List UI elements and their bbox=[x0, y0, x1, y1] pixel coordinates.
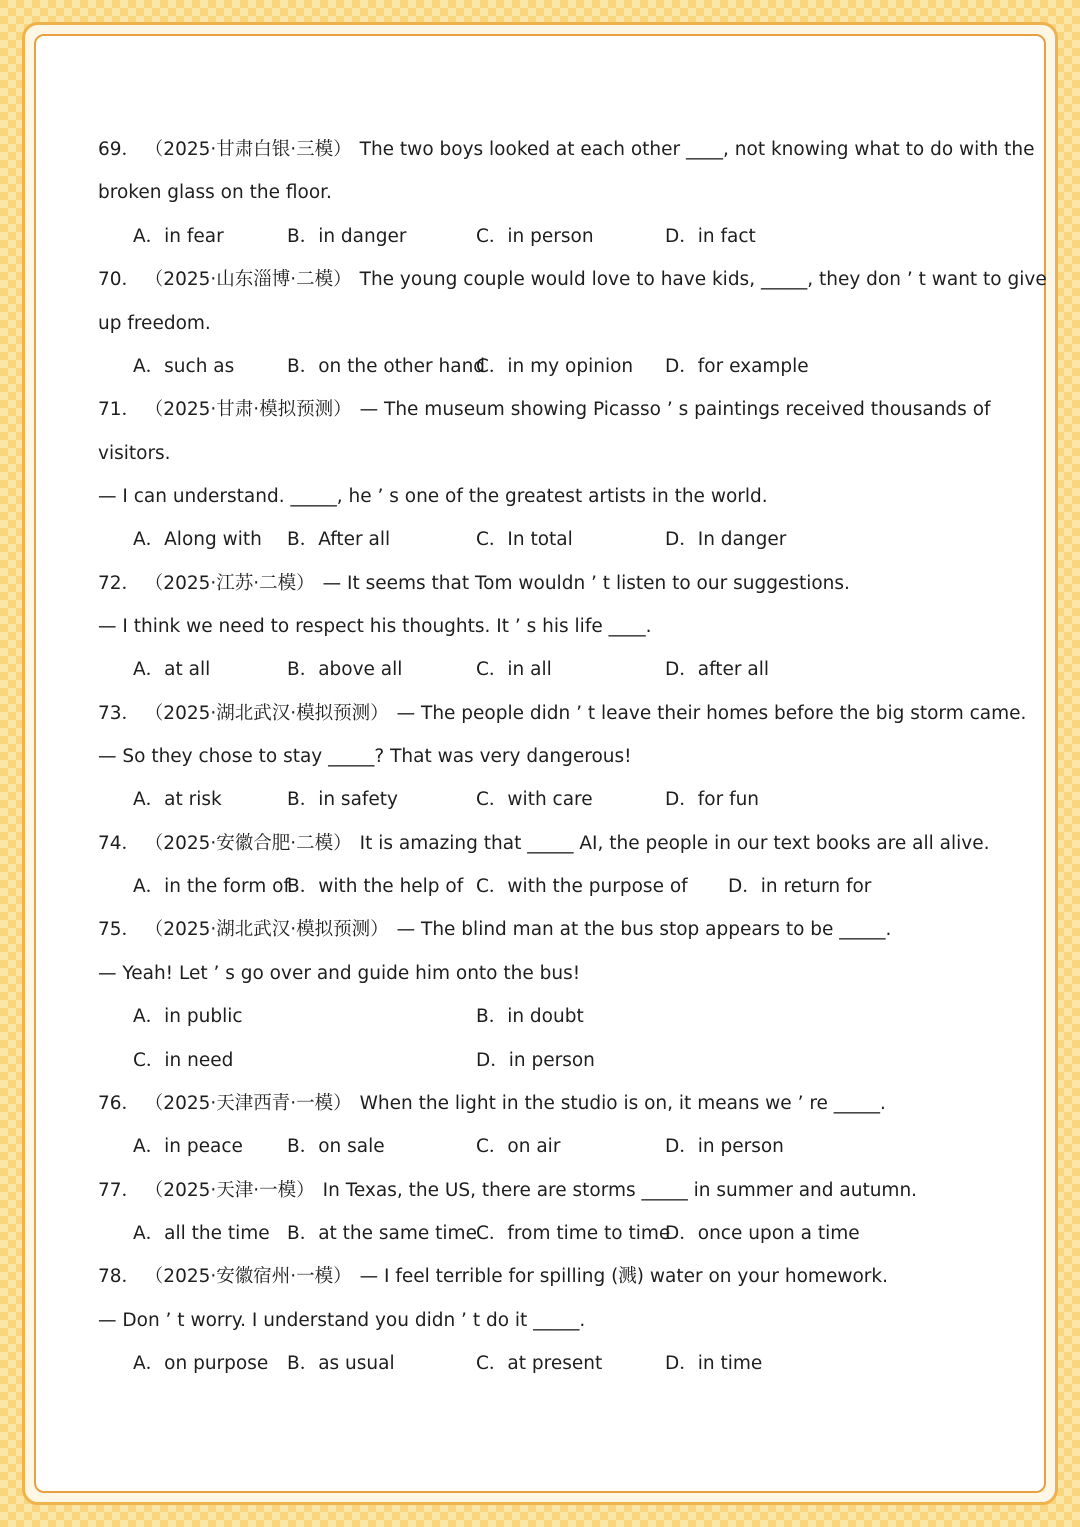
question-74-stem: 74． （2025·安徽合肥·二模） It is amazing that _____ AI, the people in our text books are all alive. bbox=[98, 833, 990, 854]
question-77-option-b[interactable]: B．at the same time bbox=[287, 1223, 477, 1244]
question-75-option-d[interactable]: D．in person bbox=[476, 1050, 595, 1071]
question-74-option-b[interactable]: B．with the help of bbox=[287, 876, 464, 897]
question-70-option-a[interactable]: A．such as bbox=[133, 356, 235, 377]
question-75-option-a[interactable]: A．in public bbox=[133, 1006, 243, 1027]
question-78-option-a[interactable]: A．on purpose bbox=[133, 1353, 269, 1374]
question-75-option-c[interactable]: C．in need bbox=[133, 1050, 234, 1071]
question-74-option-c[interactable]: C．with the purpose of bbox=[476, 876, 688, 897]
question-78-option-d[interactable]: D．in time bbox=[665, 1353, 763, 1374]
question-76-option-b[interactable]: B．on sale bbox=[287, 1136, 385, 1157]
question-71-option-b[interactable]: B．After all bbox=[287, 529, 391, 550]
question-71-option-d[interactable]: D．In danger bbox=[665, 529, 787, 550]
question-77-option-c[interactable]: C．from time to time bbox=[476, 1223, 671, 1244]
question-75-option-b[interactable]: B．in doubt bbox=[476, 1006, 584, 1027]
question-74-option-d[interactable]: D．in return for bbox=[728, 876, 872, 897]
question-70-option-d[interactable]: D．for example bbox=[665, 356, 809, 377]
question-72-continuation: — I think we need to respect his thoughts. It ’ s his life ____. bbox=[98, 616, 652, 637]
question-69-option-a[interactable]: A．in fear bbox=[133, 226, 224, 247]
question-78-stem: 78． （2025·安徽宿州·一模） — I feel terrible for spilling (溅) water on your homework. bbox=[98, 1266, 888, 1287]
question-71-continuation-2: — I can understand. _____, he ’ s one of the greatest artists in the world. bbox=[98, 486, 768, 507]
question-77-stem: 77． （2025·天津·一模） In Texas, the US, there are storms _____ in summer and autumn. bbox=[98, 1180, 918, 1201]
question-74-option-a[interactable]: A．in the form of bbox=[133, 876, 290, 897]
question-78-continuation: — Don ’ t worry. I understand you didn ’ t do it _____. bbox=[98, 1310, 586, 1331]
question-69-option-b[interactable]: B．in danger bbox=[287, 226, 407, 247]
question-78-option-b[interactable]: B．as usual bbox=[287, 1353, 395, 1374]
question-70-stem: 70． （2025·山东淄博·二模） The young couple would love to have kids, _____, they don ’ t want to give bbox=[98, 269, 1047, 290]
question-71-continuation-1: visitors. bbox=[98, 443, 171, 464]
question-76-option-d[interactable]: D．in person bbox=[665, 1136, 784, 1157]
question-77-option-a[interactable]: A．all the time bbox=[133, 1223, 270, 1244]
question-69-stem: 69． （2025·甘肃白银·三模） The two boys looked at each other ____, not knowing what to do with the bbox=[98, 139, 1035, 160]
question-71-option-c[interactable]: C．In total bbox=[476, 529, 573, 550]
question-77-option-d[interactable]: D．once upon a time bbox=[665, 1223, 860, 1244]
question-70-continuation: up freedom. bbox=[98, 313, 211, 334]
question-72-option-b[interactable]: B．above all bbox=[287, 659, 403, 680]
question-69-option-d[interactable]: D．in fact bbox=[665, 226, 756, 247]
question-76-option-c[interactable]: C．on air bbox=[476, 1136, 561, 1157]
question-76-stem: 76． （2025·天津西青·一模） When the light in the studio is on, it means we ’ re _____. bbox=[98, 1093, 886, 1114]
question-73-option-a[interactable]: A．at risk bbox=[133, 789, 222, 810]
question-78-option-c[interactable]: C．at present bbox=[476, 1353, 603, 1374]
question-69-continuation: broken glass on the floor. bbox=[98, 182, 332, 203]
question-72-option-a[interactable]: A．at all bbox=[133, 659, 211, 680]
question-72-option-d[interactable]: D．after all bbox=[665, 659, 770, 680]
question-72-stem: 72． （2025·江苏·二模） — It seems that Tom wouldn ’ t listen to our suggestions. bbox=[98, 573, 850, 594]
question-72-option-c[interactable]: C．in all bbox=[476, 659, 552, 680]
question-75-stem: 75． （2025·湖北武汉·模拟预测） — The blind man at the bus stop appears to be _____. bbox=[98, 919, 892, 940]
question-71-stem: 71． （2025·甘肃·模拟预测） — The museum showing Picasso ’ s paintings received thousands of bbox=[98, 399, 991, 420]
question-70-option-c[interactable]: C．in my opinion bbox=[476, 356, 634, 377]
question-73-option-b[interactable]: B．in safety bbox=[287, 789, 399, 810]
question-69-option-c[interactable]: C．in person bbox=[476, 226, 594, 247]
question-71-option-a[interactable]: A．Along with bbox=[133, 529, 262, 550]
question-70-option-b[interactable]: B．on the other hand bbox=[287, 356, 486, 377]
question-73-option-c[interactable]: C．with care bbox=[476, 789, 593, 810]
question-73-option-d[interactable]: D．for fun bbox=[665, 789, 760, 810]
question-73-continuation: — So they chose to stay _____? That was very dangerous! bbox=[98, 746, 632, 767]
question-76-option-a[interactable]: A．in peace bbox=[133, 1136, 243, 1157]
question-75-continuation: — Yeah! Let ’ s go over and guide him onto the bus! bbox=[98, 963, 581, 984]
question-73-stem: 73． （2025·湖北武汉·模拟预测） — The people didn ’ t leave their homes before the big storm came. bbox=[98, 703, 1027, 724]
